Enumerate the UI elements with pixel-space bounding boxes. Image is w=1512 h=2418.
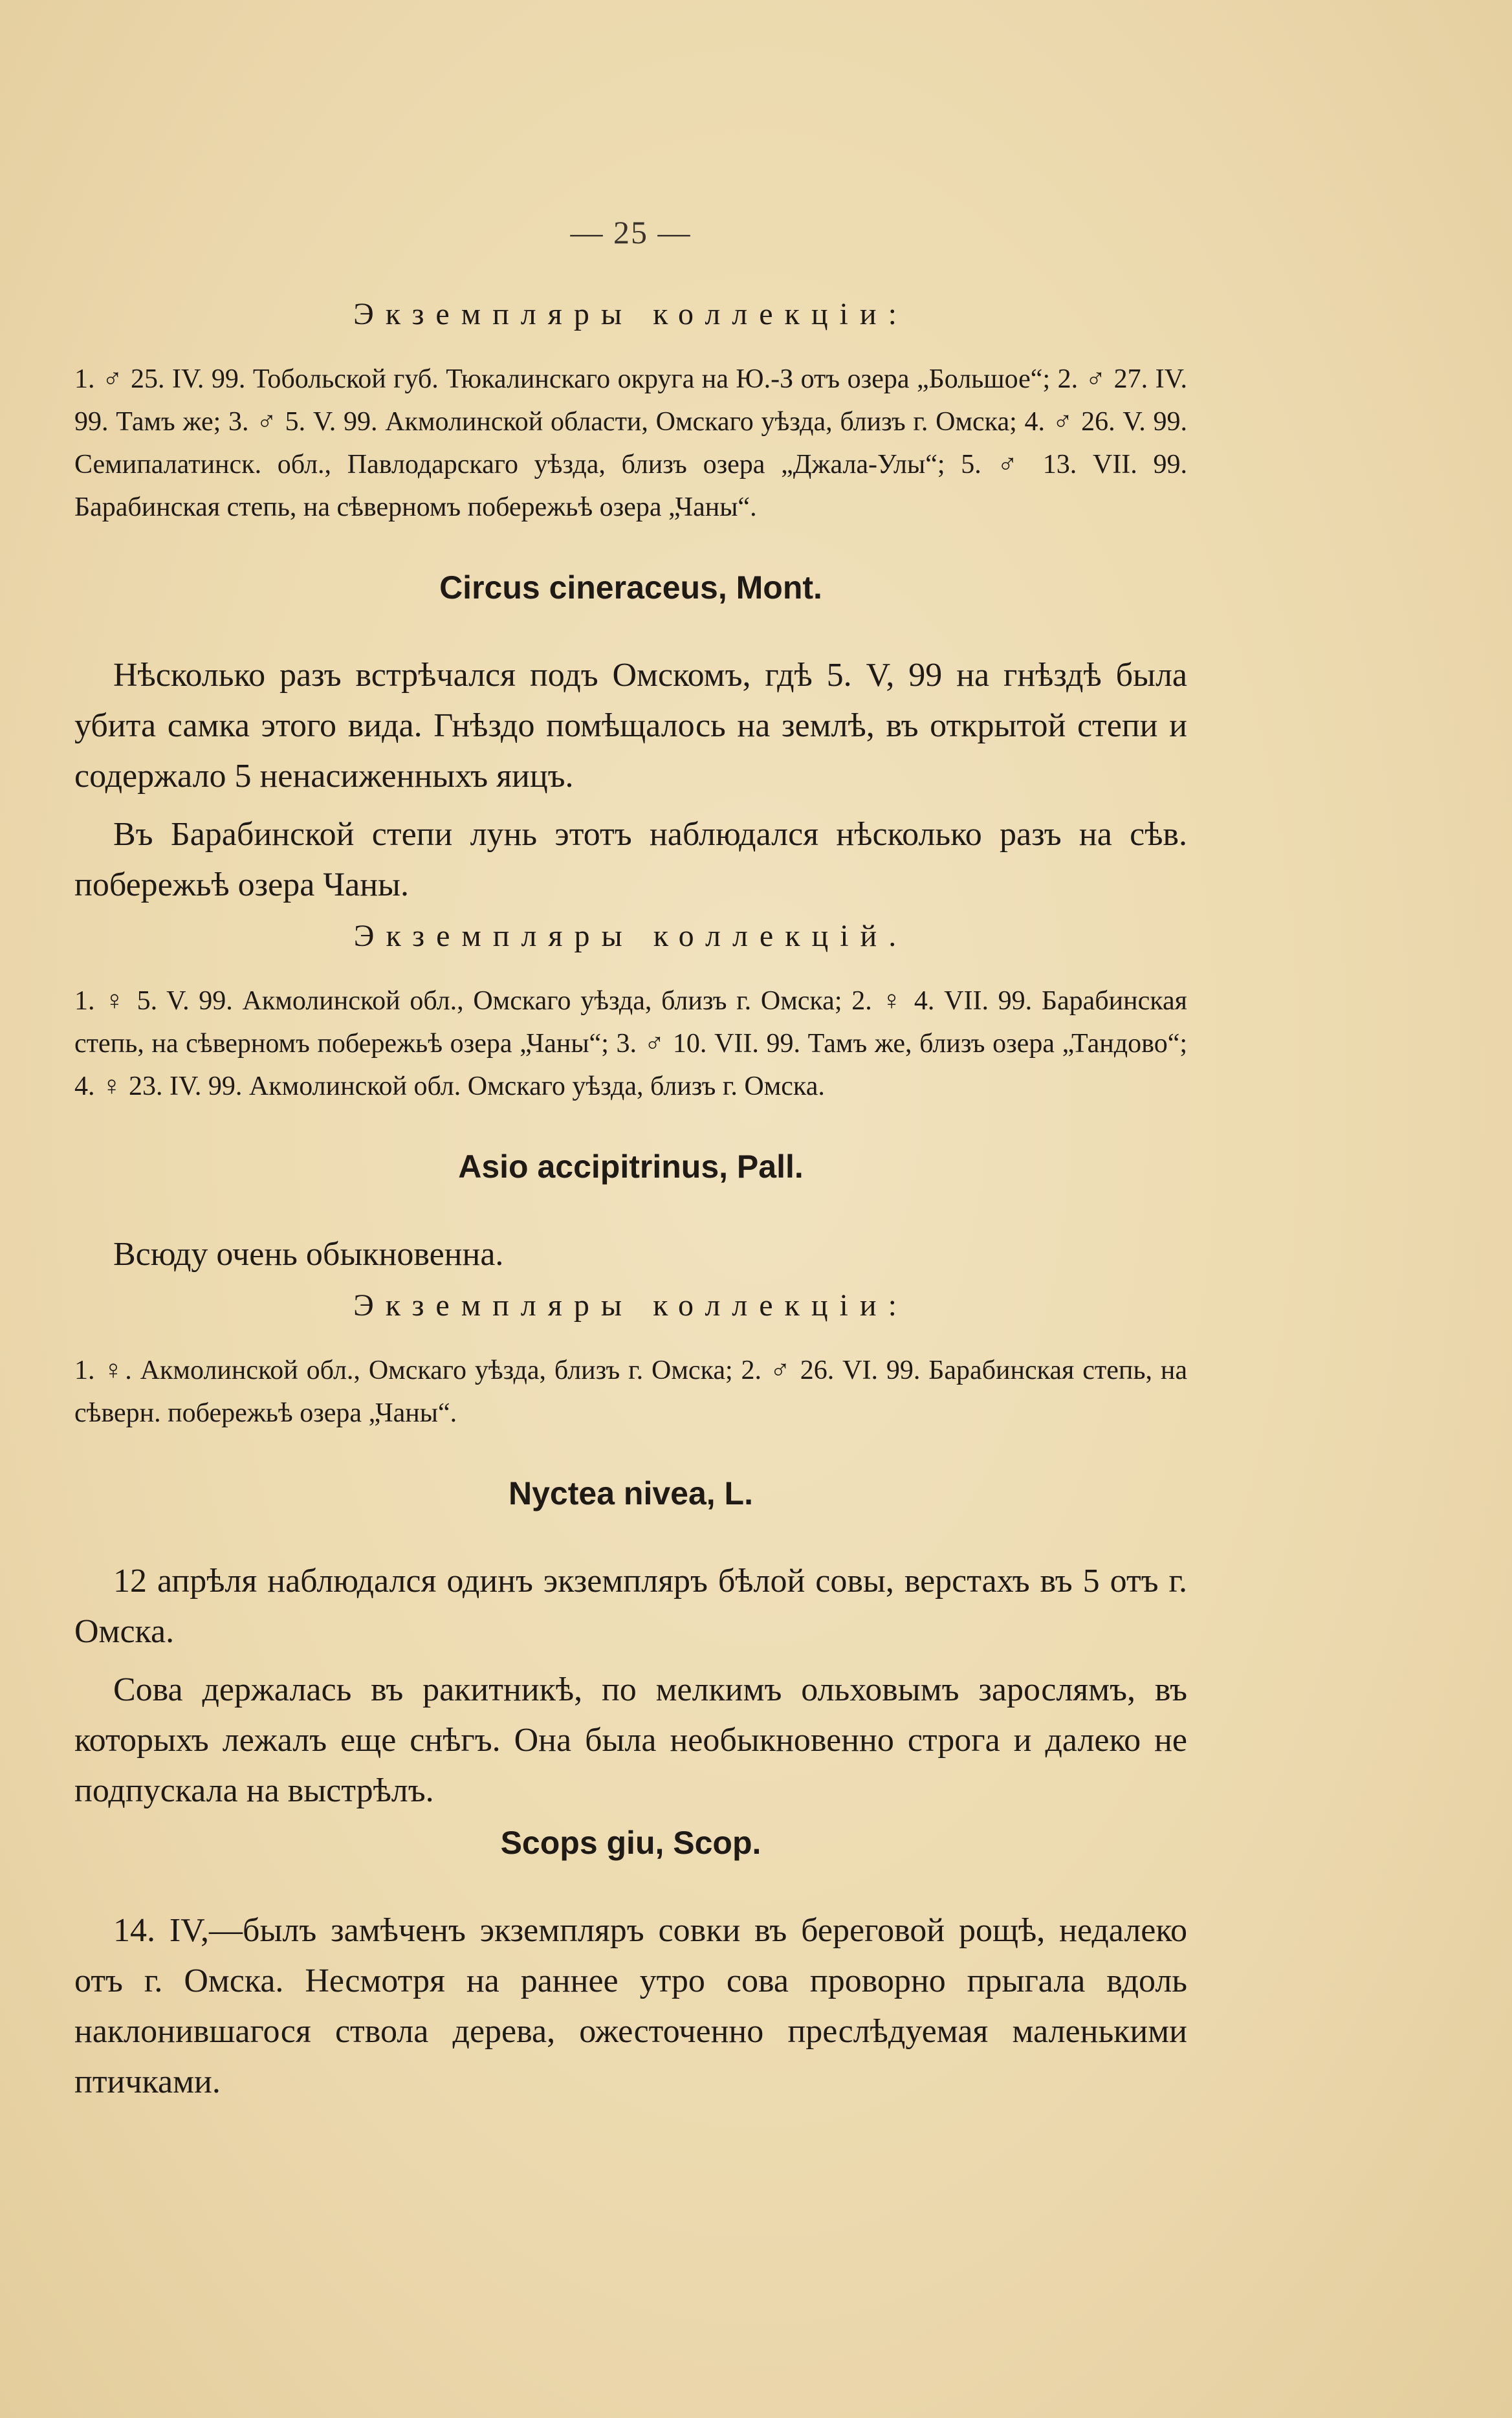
- species-title: Scops giu, Scop.: [500, 1825, 761, 1861]
- paragraph: Сова держалась въ ракитникѣ, по мелкимъ ольховымъ зарослямъ, въ которыхъ лежалъ еще снѣгъ. Она была необыкновенно строга и далеко не подпускала на выстрѣлъ.: [74, 1671, 1187, 1809]
- collection-heading: Экземпляры коллекціи:: [353, 297, 908, 331]
- collection-heading: Экземпляры коллекціи:: [353, 1288, 908, 1323]
- paragraph: Всюду очень обыкновенна.: [113, 1236, 504, 1273]
- species-title: Asio accipitrinus, Pall.: [458, 1149, 804, 1185]
- paragraph: 14. IV,—былъ замѣченъ экземпляръ совки въ береговой рощѣ, недалеко отъ г. Омска. Несмотря на раннее утро сова проворно прыгала вдоль наклонившагося ствола дерева, ожесточенно преслѣдуемая маленькими птичками.: [74, 1912, 1187, 2100]
- paragraph: Нѣсколько разъ встрѣчался подъ Омскомъ, гдѣ 5. V, 99 на гнѣздѣ была убита самка этого вида. Гнѣздо помѣщалось на землѣ, въ открытой степи и содержало 5 ненасиженныхъ яицъ.: [74, 657, 1187, 795]
- species-title: Nyctea nivea, L.: [509, 1475, 753, 1511]
- species-title: Circus cineraceus, Mont.: [439, 569, 822, 606]
- specimen-list: 1. ♂ 25. IV. 99. Тобольской губ. Тюкалинскаго округа на Ю.-З отъ озера „Большое“; 2. ♂ 27. IV. 99. Тамъ же; 3. ♂ 5. V. 99. Акмолинской области, Омскаго уѣзда, близъ г. Омска; 4. ♂ 26. V. 99. Семипалатинск. обл., Павлодарскаго уѣзда, близъ озера „Джала-Улы“; 5. ♂ 13. VII. 99. Барабинская степь, на сѣверномъ побережьѣ озера „Чаны“.: [74, 364, 1187, 522]
- specimen-list: 1. ♀. Акмолинской обл., Омскаго уѣзда, близъ г. Омска; 2. ♂ 26. VI. 99. Барабинская степь, на сѣверн. побережьѣ озера „Чаны“.: [74, 1356, 1187, 1428]
- page-number: — 25 —: [570, 214, 692, 250]
- specimen-list: 1. ♀ 5. V. 99. Акмолинской обл., Омскаго уѣзда, близъ г. Омска; 2. ♀ 4. VII. 99. Барабинская степь, на сѣверномъ побережьѣ озера „Чаны“; 3. ♂ 10. VII. 99. Тамъ же, близъ озера „Тандово“; 4. ♀ 23. IV. 99. Акмолинской обл. Омскаго уѣзда, близъ г. Омска.: [74, 986, 1187, 1101]
- paragraph: 12 апрѣля наблюдался одинъ экземпляръ бѣлой совы, верстахъ въ 5 отъ г. Омска.: [74, 1563, 1187, 1650]
- collection-heading: Экземпляры коллекцій.: [353, 919, 908, 953]
- text-body: [74, 296, 1187, 2107]
- page-content: [74, 214, 1187, 2115]
- paragraph: Въ Барабинской степи лунь этотъ наблюдался нѣсколько разъ на сѣв. побережьѣ озера Чаны.: [74, 816, 1187, 903]
